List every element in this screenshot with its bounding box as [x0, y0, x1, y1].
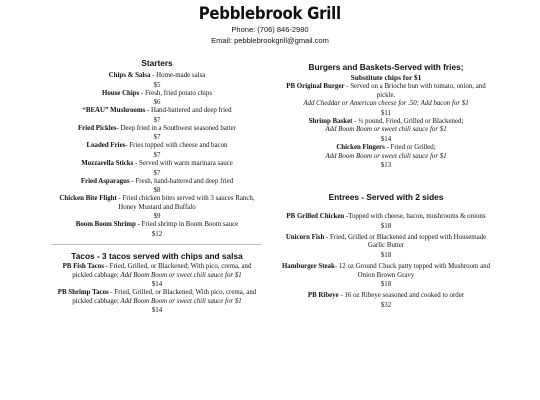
item-name: PB Original Burger [286, 83, 345, 90]
item-price: $14 [151, 307, 163, 315]
menu-item [280, 213, 492, 231]
menu-header [0, 4, 540, 46]
item-desc: - Fried, Grilled, or Blackened; With pico, crema, and pickled cabbage; [72, 289, 257, 305]
item-desc: - Deep fried in a Southwest seasoned batter [116, 124, 237, 132]
item-desc: - Fried or Grilled; [384, 143, 436, 151]
menu-item [52, 221, 262, 239]
item-desc: - Fried shrimp in Boom Boom sauce [135, 221, 239, 229]
item-desc: - Fries topped with cheese and bacon [125, 142, 228, 150]
menu-item [52, 263, 262, 289]
item-name: Unicorn Fish [285, 233, 325, 241]
item-price: $18 [380, 222, 392, 230]
item-desc: - Fried chicken bites served with 3 sauces Ranch, Honey Mustard and Buffalo [116, 195, 255, 211]
menu-item [52, 72, 262, 90]
item-price: $32 [380, 301, 392, 309]
section-subtitle-burgers: Substitute chips for $1 [350, 73, 422, 82]
menu-item [52, 178, 262, 196]
item-desc: - Served on a Brioche bun with tomato, onion, and pickle. [344, 83, 486, 99]
item-name: Chicken Bite Flight [59, 195, 117, 203]
item-note: Add Boom Boom or sweet chili sauce for $1 [325, 126, 447, 134]
menu-item [280, 234, 492, 260]
section-title-entrees: Entrees - Served with 2 sides [328, 192, 444, 203]
item-price: $18 [380, 281, 392, 289]
item-price: $9 [153, 213, 161, 221]
item-note: Add Cheddar or American cheese for .50; Add bacon for $1 [303, 100, 469, 108]
menu-item [280, 292, 492, 310]
right-column [280, 62, 492, 310]
section-title-tacos: Tacos - 3 tacos served with chips and salsa [71, 250, 243, 261]
section-divider [52, 244, 262, 245]
item-name: Mozzarella Sticks [81, 159, 134, 167]
item-price: $14 [151, 281, 163, 289]
item-name: PB Ribeye [307, 292, 339, 300]
menu-item [280, 144, 492, 170]
menu-item [52, 289, 262, 315]
item-price: $8 [153, 187, 161, 195]
item-desc: - 12 oz Ground Chuck patty topped with Mushroom and Onion Brown Gravy [334, 262, 491, 279]
email: Email: pebblebrookgrill@gmail.com [211, 36, 329, 45]
menu-item [52, 90, 262, 108]
item-price: $14 [380, 135, 392, 143]
item-desc: - 16 oz Ribeye seasoned and cooked to order [338, 292, 465, 300]
menu-item [52, 125, 262, 143]
item-name: Fried Asparagus [80, 177, 130, 185]
item-name: PB Shrimp Tacos [57, 289, 109, 297]
section-title-burgers: Burgers and Baskets-Served with fries; [308, 62, 464, 72]
item-desc: - Fresh, fried potato chips [139, 89, 213, 97]
item-name: Hamburger Steak [281, 262, 335, 270]
left-column [52, 58, 262, 315]
item-name: PB Fish Tacos [62, 262, 104, 270]
item-price: $7 [153, 151, 161, 159]
item-price: $18 [380, 251, 392, 259]
menu-item [52, 195, 262, 221]
item-desc: - Hand-battered and deep fried [145, 107, 232, 115]
menu-item [52, 160, 262, 178]
menu-item [52, 142, 262, 160]
item-price: $13 [380, 162, 392, 170]
restaurant-name: Pebblebrook Grill [198, 4, 342, 24]
item-desc: - Served with warm marinara sauce [133, 159, 233, 167]
item-desc: - Fried, Grilled or Blackened and topped with Housemade Garlic Butter [324, 233, 487, 250]
item-name: “BEAU” Mushrooms [82, 107, 146, 115]
item-note: Add Boom Boom or sweet chili sauce for $1 [118, 271, 242, 279]
item-desc: - Fresh, hand-battered and deep fried [129, 177, 234, 185]
item-desc: - Fried, Grilled, or Blackened; With pico, crema, and pickled cabbage; [72, 262, 252, 279]
item-price: $7 [153, 116, 161, 124]
item-name: Shrimp Basket [308, 117, 353, 125]
menu-item [280, 118, 492, 144]
item-price: $7 [153, 169, 161, 177]
item-name: House Chips [101, 89, 140, 97]
menu-item [52, 107, 262, 125]
menu-item [280, 263, 492, 289]
item-desc: - Home-made salsa [150, 72, 206, 79]
item-name: Fried Pickles [77, 124, 117, 132]
item-price: $7 [153, 134, 161, 142]
item-price: $12 [151, 230, 163, 238]
phone: Phone: (706) 846-2980 [231, 25, 309, 34]
item-price: $6 [153, 99, 161, 107]
item-name: Boom Boom Shrimp [75, 221, 136, 229]
item-desc: - ½ pound, Fried, Grilled or Blackened; [352, 117, 464, 125]
item-price: $11 [380, 109, 392, 117]
item-name: Chicken Fingers [336, 143, 385, 151]
item-note: Add Boom Boom or sweet chili sauce for $1 [118, 297, 242, 305]
item-desc: -Topped with cheese, bacon, mushrooms & onions [344, 213, 486, 221]
section-title-starters: Starters [141, 58, 173, 68]
item-note: Add Boom Boom or sweet chili sauce for $1 [325, 152, 447, 160]
item-name: Chips & Salsa [108, 72, 151, 79]
item-name: Loaded Fries [86, 142, 126, 150]
menu-item [280, 83, 492, 118]
item-price: $5 [153, 81, 161, 89]
item-name: PB Grilled Chicken [286, 213, 345, 221]
